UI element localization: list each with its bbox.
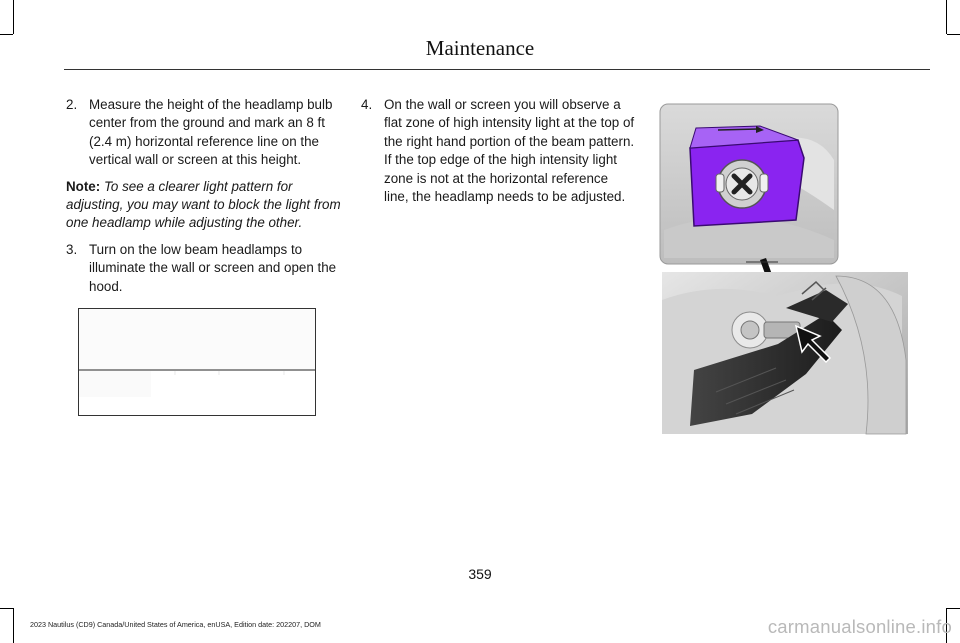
step-number: 2. <box>66 97 78 112</box>
wall-screen-graphic <box>79 309 316 416</box>
crop-mark <box>13 0 14 34</box>
step-text: Measure the height of the headlamp bulb center from the ground and mark an 8 ft (2.4 m) horizontal reference line on the vertical wall or screen at this height. <box>89 97 333 168</box>
page-number: 359 <box>468 566 492 582</box>
note-label: Note: <box>66 178 101 194</box>
page-title: Maintenance <box>425 36 535 60</box>
crop-mark <box>946 0 947 34</box>
step-number: 4. <box>361 97 373 112</box>
note <box>66 178 341 233</box>
step-2 <box>66 96 341 170</box>
crop-mark <box>0 34 13 35</box>
step-4 <box>361 96 635 206</box>
edition-footer: 2023 Nautilus (CD9) Canada/United States of America, enUSA, Edition date: 202207, DOM <box>30 620 321 629</box>
headlamp-adjuster-illustration <box>656 100 912 440</box>
watermark: carmanualsonline.info <box>767 616 952 637</box>
middle-column <box>361 96 635 214</box>
step-text: Turn on the low beam headlamps to illuminate the wall or screen and open the hood. <box>89 241 337 294</box>
crop-mark <box>947 608 960 609</box>
step-3 <box>66 241 341 296</box>
step-number: 3. <box>66 241 78 257</box>
step-text: On the wall or screen you will observe a flat zone of high intensity light at the top of the right hand portion of the beam pattern. If the top edge of the high intensity light zone is not at the horizontal reference line, the headlamp needs to be adjusted. <box>384 97 635 205</box>
headlamp-graphic <box>656 100 912 440</box>
crop-mark <box>947 34 960 35</box>
note-text: To see a clearer light pattern for adjusting, you may want to block the light from one headlamp while adjusting the other. <box>66 178 341 231</box>
crop-mark <box>13 608 14 643</box>
wall-screen-illustration <box>78 308 316 416</box>
header-divider <box>64 69 930 70</box>
left-column <box>66 96 341 304</box>
crop-mark <box>0 608 13 609</box>
